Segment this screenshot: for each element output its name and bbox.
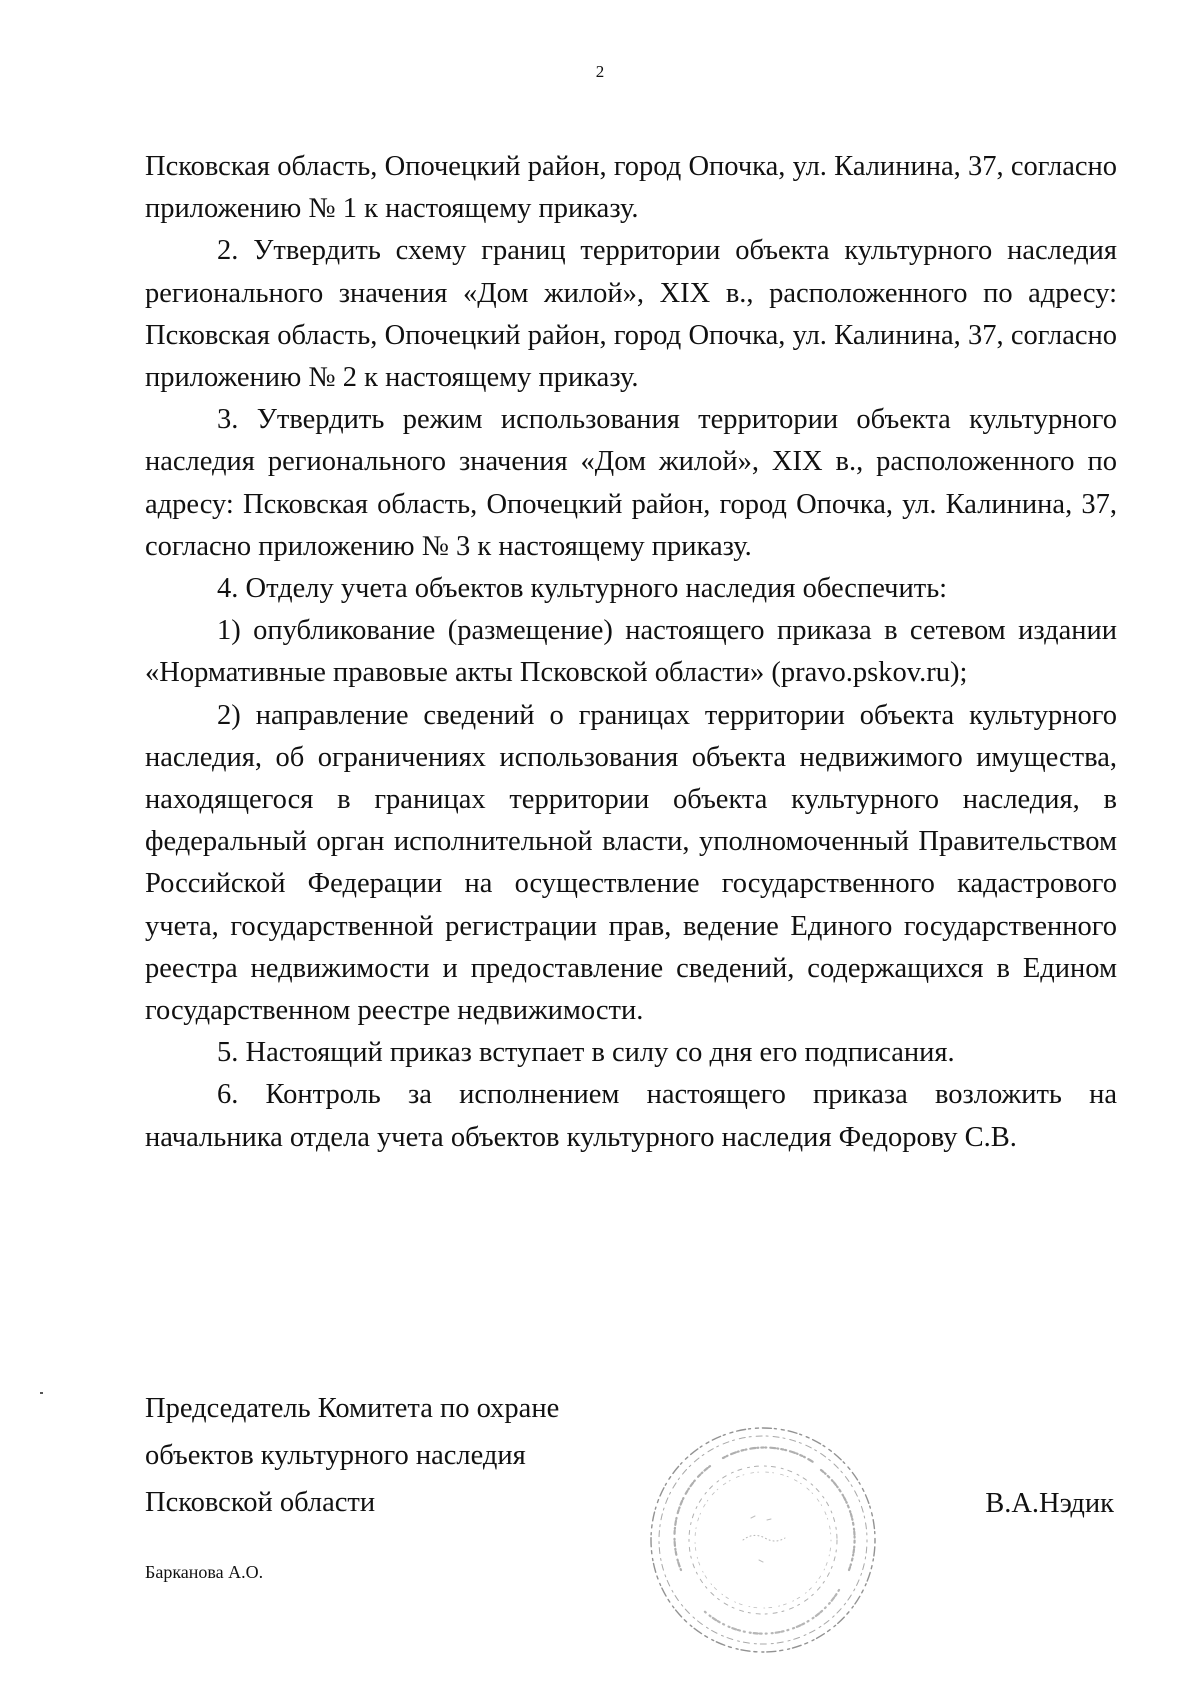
signatory-position <box>145 1385 559 1526</box>
margin-mark <box>40 1392 43 1394</box>
signatory-position-line: объектов культурного наследия <box>145 1440 526 1471</box>
page-number: 2 <box>595 62 605 81</box>
paragraph-item-2: 2. Утвердить схему границ территории объекта культурного наследия регионального значения «Дом жилой», XIX в., расположенного по адресу: Псковская область, Опочецкий район, город Опочка, ул. Калинина, 37, согласно приложению № 2 к настоящему приказу. <box>145 235 1117 394</box>
signatory-position-line: Председатель Комитета по охране <box>145 1393 560 1424</box>
paragraph-subitem-2: 2) направление сведений о границах территории объекта культурного наследия, об ограничениях использования объекта недвижимого имущества, находящегося в границах территории объекта культурного наследия, в федеральный орган исполнительной власти, уполномоченный Правительством Российской Федерации на осуществление государственного кадастрового учета, государственной регистрации прав, ведение Единого государственного реестра недвижимости и предоставление сведений, содержащихся в Едином государственном реестре недвижимости. <box>145 699 1117 1027</box>
paragraph-continuation: Псковская область, Опочецкий район, город Опочка, ул. Калинина, 37, согласно приложению № 1 к настоящему приказу. <box>145 151 1117 225</box>
paragraph-item-5: 5. Настоящий приказ вступает в силу со дня его подписания. <box>217 1037 955 1069</box>
paragraph-subitem-1: 1) опубликование (размещение) настоящего приказа в сетевом издании «Нормативные правовые акты Псковской области» (pravo.pskov.ru); <box>145 615 1117 689</box>
paragraph-item-6: 6. Контроль за исполнением настоящего приказа возложить на начальника отдела учета объектов культурного наследия Федорову С.В. <box>145 1079 1117 1153</box>
paragraph-item-3: 3. Утвердить режим использования территории объекта культурного наследия регионального значения «Дом жилой», XIX в., расположенного по адресу: Псковская область, Опочецкий район, город Опочка, ул. Калинина, 37, согласно приложению № 3 к настоящему приказу. <box>145 404 1117 562</box>
document-body <box>145 146 1117 1159</box>
signatory-position-line: Псковской области <box>145 1487 376 1518</box>
signatory-name: В.А.Нэдик <box>985 1488 1114 1519</box>
executor-name: Барканова А.О. <box>145 1562 264 1582</box>
paragraph-item-4: 4. Отделу учета объектов культурного наследия обеспечить: <box>217 573 948 605</box>
official-seal-icon <box>643 1420 883 1660</box>
